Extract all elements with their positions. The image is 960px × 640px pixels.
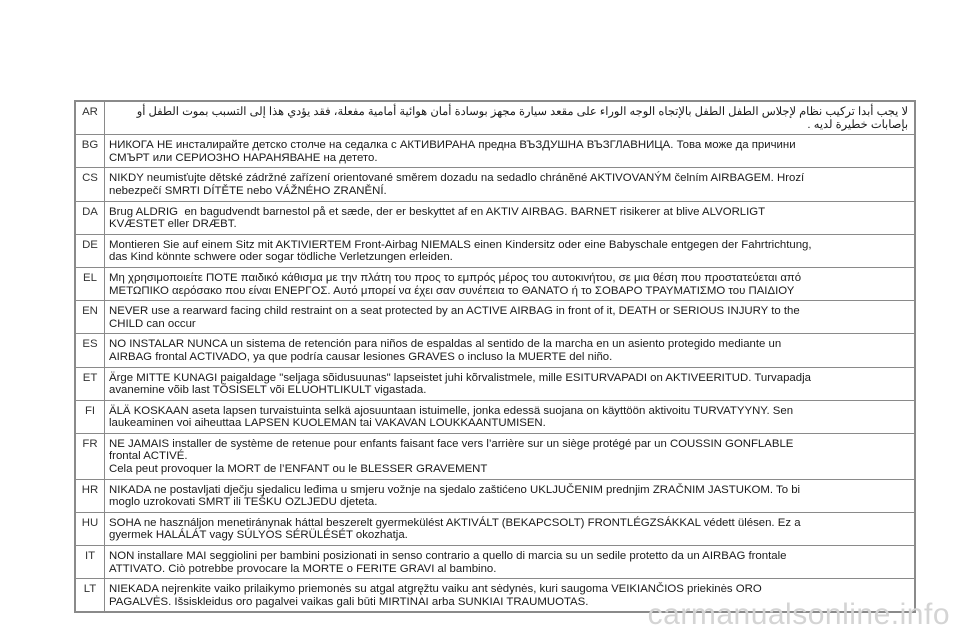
warning-text [105,102,915,135]
language-code: DA [76,201,105,234]
warning-text [105,546,915,579]
warning-text [105,301,915,334]
language-code: IT [76,546,105,579]
language-row-el [76,267,915,300]
warning-text [105,201,915,234]
language-row-bg [76,135,915,168]
warning-text-line: ÄLÄ KOSKAAN aseta lapsen turvaistuinta selkä ajosuuntaan istuimelle, jonka edessä suojana on käyttöön aktivoitu TURVATYYNY. Sen [109,404,794,417]
warning-text-line: NIKADA ne postavljati dječju sjedalicu leđima u smjeru vožnje na sjedalo zaštićeno UKLJUČENIM prednjim ZRAČNIM JASTUKOM. To bi [109,483,801,496]
watermark-text: carmanualsonline.info [647,598,950,631]
language-code: DE [76,234,105,267]
warning-text-line: لا يجب أبدا تركيب نظام لإجلاس الطفل الطفل بالإتجاه الوجه الوراء على مقعد سيارة مجهز بوسادة أمان هوائية أمامية مفعلة، فقد يؤدي هذا إلى التسبب بموت الطفل أو بإصابات خطيرة لديه . [133,106,908,131]
warning-text-line: PAGALVĖS. Išsiskleidus oro pagalvei vaikas gali būti MIRTINAI arba SUNKIAI TRAUMUOTAS. [109,595,589,608]
warning-text-line: laukeaminen voi aiheuttaa LAPSEN KUOLEMAN tai VAKAVAN LOUKKAANTUMISEN. [109,417,546,430]
warning-text-line: frontal ACTIVÉ. [109,450,188,463]
warning-text-line: ATTIVATO. Ciò potrebbe provocare la MORTE o FERITE GRAVI al bambino. [109,562,497,575]
warning-text-line: AIRBAG frontal ACTIVADO, ya que podría causar lesiones GRAVES o incluso la MUERTE del niño. [109,350,613,363]
language-code: LT [76,579,105,612]
warning-text-line: NEVER use a rearward facing child restraint on a seat protected by an ACTIVE AIRBAG in front of it, DEATH or SERIOUS INJURY to the [109,305,800,318]
language-code: BG [76,135,105,168]
warning-text-line: NIKDY neumisťujte dětské zádržné zařízení orientované směrem dozadu na sedadlo chráněné AKTIVOVANÝM čelním AIRBAGEM. Hrozí [109,172,805,185]
language-row-hr [76,479,915,512]
language-code: ET [76,367,105,400]
warning-text [105,400,915,433]
warning-text-line: НИКОГА НЕ инсталирайте детско столче на седалка с АКТИВИРАНА предна ВЪЗДУШНА ВЪЗГЛАВНИЦА. Това може да причини [109,139,796,152]
warning-table-container [74,100,916,613]
warning-text [105,234,915,267]
warning-text [105,512,915,545]
language-code: EN [76,301,105,334]
warning-text [105,135,915,168]
warning-text-line: SOHA ne használjon menetiránynak háttal beszerelt gyermekülést AKTIVÁLT (BEKAPCSOLT) FRONTLÉGZSÁKKAL védett ülésen. Ez a [109,516,801,529]
warning-text [105,479,915,512]
language-row-en [76,301,915,334]
language-code: HU [76,512,105,545]
warning-text-line: Montieren Sie auf einem Sitz mit AKTIVIERTEM Front-Airbag NIEMALS einen Kindersitz oder eine Babyschale entgegen der Fahrtrichtung, [109,238,812,251]
language-code: FR [76,433,105,479]
language-code: ES [76,334,105,367]
warning-text-line: СМЪРТ или СЕРИОЗНО НАРАНЯВАНЕ на детето. [109,151,378,164]
language-row-es [76,334,915,367]
warning-text-line: Μη χρησιμοποιείτε ΠΟΤΕ παιδικό κάθισμα με την πλάτη του προς το εμπρός μέρος του αυτοκινήτου, σε μια θέση που προστατεύεται από [109,271,802,284]
warning-text-line: CHILD can occur [109,317,196,330]
language-code: AR [76,102,105,135]
warning-text-line: NON installare MAI seggiolini per bambini posizionati in senso contrario a quello di marcia su un sedile protetto da un AIRBAG frontale [109,550,787,563]
language-row-fr [76,433,915,479]
warning-text [105,168,915,201]
language-code: FI [76,400,105,433]
warning-text-line: gyermek HALÁLÁT vagy SÚLYOS SÉRÜLÉSÉT okozhatja. [109,529,408,542]
language-row-hu [76,512,915,545]
warning-text-line: moglo uzrokovati SMRT ili TEŠKU OZLJEDU djeteta. [109,496,378,509]
warning-text [105,334,915,367]
warning-text [105,367,915,400]
language-row-et [76,367,915,400]
language-row-cs [76,168,915,201]
language-code: HR [76,479,105,512]
warning-text-line: das Kind könnte schwere oder sogar tödliche Verletzungen erleiden. [109,251,453,264]
language-row-it [76,546,915,579]
warning-text [105,267,915,300]
warning-text-line: nebezpečí SMRTI DÍTĚTE nebo VÁŽNÉHO ZRANĚNÍ. [109,184,387,197]
language-row-ar [76,102,915,135]
warning-text-line: NIEKADA nejrenkite vaiko prilaikymo priemonės su atgal atgręžtu vaiku ant sėdynės, kuri saugoma VEIKIANČIOS priekinės ORO [109,583,762,596]
language-code: CS [76,168,105,201]
warning-text-line: Brug ALDRIG en bagudvendt barnestol på et sæde, der er beskyttet af en AKTIV AIRBAG. BARNET risikerer at blive ALVORLIGT [109,205,766,218]
warning-text-line: Cela peut provoquer la MORT de l’ENFANT ou le BLESSER GRAVEMENT [109,463,488,476]
warning-text-line: avanemine võib last TÕSISELT või ELUOHTLIKULT vigastada. [109,384,427,397]
warning-text-line: NO INSTALAR NUNCA un sistema de retención para niños de espaldas al sentido de la marcha en un asiento protegido mediante un [109,338,782,351]
language-code: EL [76,267,105,300]
language-row-da [76,201,915,234]
warning-text-line: ΜΕΤΩΠΙΚΟ αερόσακο που είναι ΕΝΕΡΓΟΣ. Αυτό μπορεί να έχει σαν συνέπεια το ΘΑΝΑΤΟ ή το ΣΟΒΑΡΟ ΤΡΑΥΜΑΤΙΣΜΟ του ΠΑΙΔΙΟΥ [109,284,795,297]
language-row-fi [76,400,915,433]
warning-text-line: NE JAMAIS installer de système de retenue pour enfants faisant face vers l’arrière sur un siège protégé par un COUSSIN GONFLABLE [109,437,794,450]
language-row-de [76,234,915,267]
warning-text-line: Ärge MITTE KUNAGI paigaldage "seljaga sõidusuunas" lapseistet juhi kõrvalistmele, mille ESITURVAPADI on AKTIVEERITUD. Turvapadja [109,371,811,384]
airbag-warning-table [75,101,915,612]
warning-table-body [76,102,915,612]
warning-text [105,433,915,479]
warning-text-line: KVÆSTET eller DRÆBT. [109,218,237,231]
